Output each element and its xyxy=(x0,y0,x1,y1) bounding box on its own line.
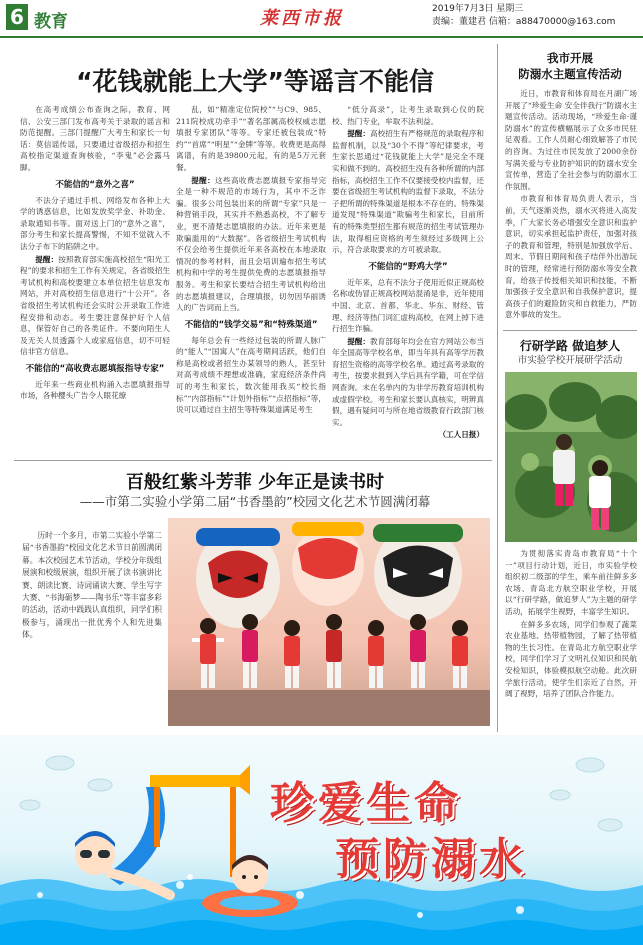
column-divider xyxy=(497,44,498,732)
paragraph: 近年来一些商业机构涌入志愿填报指导市场，各种樱头广告令人眼花缭 xyxy=(20,379,170,401)
drowning-prevention-banner xyxy=(0,735,643,945)
section-divider xyxy=(14,460,492,461)
label: 提醒： xyxy=(347,129,370,139)
paragraph xyxy=(20,254,170,358)
paragraph: 市教育和体育局负责人表示，当前，天气逐渐炎热，溺水灭将进入高发季，广大家长务必增强安全意识和监护意识，切实承担起监护责任，加强对孩子的教育和管理，特别是加强放学后、周末、节假日期间和孩子结伴外出游玩时的管理，经常进行预防溺水等安全教育，给孩子传授相关知识和技能，不断加强孩子安全意识和自我保护意识，提高孩子们的避险防灾和自救能力，严防意外事故的发生。 xyxy=(505,194,637,320)
issue-date: 2019年7月3日 星期三 xyxy=(432,4,524,14)
performance-illustration xyxy=(168,518,490,726)
paragraph: 不法分子通过手机、网络发布各种上大学的诱惑信息，比如发放奖学金、补助金、录取通知书等。面对送上门的“意外之喜”，部分考生和家长提高警惕，不知不觉就入不法分子布下的陷阱之中。 xyxy=(20,195,170,251)
paragraph xyxy=(332,336,484,429)
label: 提醒： xyxy=(191,175,216,185)
paragraph: 每年总会有一些经过包装的所谓人脉广的“能人”“国寓人”在高考期间活跃，他们自称是高校或者招生办某领导的熟人，甚至针对高考成绩不理想或准确，家庭经济条件尚可的考生和家长，数次能用我买“校长指标”“内部指标”“计划外指标”“点招指标”等，说可以通过自主招生等特殊渠道满足考生 xyxy=(176,335,326,415)
article1-headline: “花钱就能上大学”等谣言不能信 xyxy=(76,67,434,96)
paragraph: “低分高录”，让考生录取到心仪的院校、热门专业，牟取不法利益。 xyxy=(332,105,484,126)
paragraph xyxy=(176,175,326,314)
article2-body xyxy=(22,530,162,726)
banner-title-line2: 预防溺水 xyxy=(335,834,527,885)
paper-name: 莱西市报 xyxy=(260,8,344,29)
page-number: 6 xyxy=(6,4,28,30)
article2-headline: 百般红紫斗芳菲 少年正是读书时 xyxy=(125,472,385,493)
paragraph: 乱，如“精准定位院校”“与C9、985、211院校成功牵手”“著名部属高校权威志愿填报专家团队”等等。专家还被包装成“特约”“首席”“明星”“金牌”等等。收费更是高得离谱，有的是39800元起，有的是5万元套餐。 xyxy=(176,105,326,172)
subheading: 不能信的“高收费志愿填报指导专家” xyxy=(25,363,165,374)
right-top-body xyxy=(505,88,637,326)
label: 提醒： xyxy=(347,336,370,346)
paragraph: 近年来，总有不法分子使用近似正规高校名称或伪冒正规高校网站混淆是非，近年使用中国、北京、首都、华北、华东、财经、管理、经济等热门词汇虚构高校，在网上掉下进行招生诈骗。 xyxy=(332,277,484,334)
article1-column-1 xyxy=(20,104,170,454)
right-mid-body xyxy=(505,548,637,730)
paragraph xyxy=(332,128,484,256)
paragraph: 在鲜多多农场，同学们参观了蔬菜农业基地、热带植物园，了解了热带植物的生长习性。在青岛北方航空职业学校，同学们学习了文明礼仪知识和民航安检知识，体验模拟航空动舱。此次研学旅行活动，使学生们亲近了自然，开阔了视野，培养了团队合作能力。 xyxy=(505,619,637,699)
subheading: 不能信的“野鸡大学” xyxy=(368,261,448,272)
right-top-title-line2: 防溺水主题宣传活动 xyxy=(518,67,622,81)
right-top-title-line1: 我市开展 xyxy=(547,51,593,65)
subheading: 不能信的“钱学交易”和“特殊渠道” xyxy=(184,319,318,330)
paragraph: 历时一个多月，市第二实验小学第二届“书香墨韵”校园文化艺术节日前圆满闭幕。本次校园艺术节活动，学校分年级组展演和校级展演，组织开展了读书演讲比赛、朗读比赛、诗词诵读大赛、学生写字大赛、“书海砺梦——陶书乐”等丰富多彩的活动，活动中践践认真组织，同学们积极参与，涌现出一批优秀个人和先进集体。 xyxy=(22,531,162,640)
paragraph-text: 这些高收费志愿填报专家指导完全是一种不规范的市场行为，其中不乏诈骗。很多公司包装出来的所谓“专家”只是一种营销手段，其实并不熟悉高校，不了解专业，更不清楚志愿填报的办法。近年来更是欺骗滥用的“大数据”。各省级招生考试机构不仅会给考生提供近年来各高校在本地录取情况的参考材料，而且会培训遍布招生考试机构和中学的考生提供免费的志愿填报指导服务。考生和家长要结合招生考试机构给出的志愿填报建议，合理填报，切勿因华丽诱人的广告词而上当。 xyxy=(176,175,326,313)
research-trip-illustration xyxy=(505,372,637,542)
article1-column-2 xyxy=(176,104,326,454)
paragraph: 近日，市教育和体育局在月湖广场开展了“珍爱生命 安全伴我行”防溺水主题宣传活动。活动现场，“珍爱生命·谨防溺水”的宣传横幅展示了众多市民驻足观看。工作人员耐心细致解答了市民的咨询。为过往市民发放了2000余份写满关爱与专业防护知识的防溺水安全宣传单，营造了全社会参与的防溺水工作氛围。 xyxy=(505,89,637,191)
masthead-meta xyxy=(432,3,615,29)
performance-photo xyxy=(168,518,490,726)
masthead xyxy=(0,0,643,38)
paragraph-text: 按照教育部实施高校招生“阳光工程”的要求和招生工作有关规定，各省级招生考试机构和高校要建立本单位招生信息发布网站，并对高校招生信息进行“十公开”。各省级招生考试机构还会实时公开录取工作进程安排和动态。考生要注意保护好个人信息，保管好自己的各类证件。不要向陌生人及无关人员透露个人或家庭信息，切不可轻信非官方信息。 xyxy=(20,254,170,357)
right-top-title xyxy=(503,50,637,82)
right-mid-title-line2: 市实验学校开展研学活动 xyxy=(517,355,623,366)
paragraph-text: 高校招生有严格规范的录取程序和监督机制，以及“30个不得”等纪律要求，考生家长思通过“花钱就能上大学”是完全不现实和做不到的。高校招生没有各种所谓的内部指标，高校招生工作不仅要接受校内监督，还要在省级招生考试机构的监督下录取，不法分子把所谓的特殊渠道是根本不存在的。特殊渠道发现“特殊渠道”欺骗考生和家长，目前所有的特殊类型招生都有规范的招生考试管理办法，取得相应资格的考生须经过多级网上公示，符合录取要求的方可被录取。 xyxy=(332,129,484,255)
article1-column-3 xyxy=(332,104,484,454)
subheading: 不能信的“意外之喜” xyxy=(55,179,135,190)
article2-subhead: ——市第二实验小学第二届“书香墨韵”校园文化艺术节圆满闭幕 xyxy=(79,494,431,509)
section-divider xyxy=(503,330,637,331)
banner-title-line1: 珍爱生命 xyxy=(270,778,462,829)
paragraph: 为贯彻落实青岛市教育局“十个一”项目行动计划，近日，市实验学校组织初二级部的学生，乘车前往鲜多多农场、青岛北方航空职业学校，开展以“行研学路，做追梦人”为主题的研学活动，拓展学生视野，丰富学生知识。 xyxy=(505,549,637,616)
right-mid-title xyxy=(503,338,637,368)
paragraph: 在高考成绩公布查询之际，教育、网信、公安三部门发布高考关于录取的谣言和防范提醒。三部门提醒广大考生和家长一句话：莫信谣传谣，只要通过省级招办和招生高校指定渠道查询核验，“李鬼”必会露马脚。 xyxy=(20,105,170,172)
label: 提醒： xyxy=(35,254,59,264)
section-name: 教育 xyxy=(34,12,68,32)
article-source: （工人日报） xyxy=(438,430,484,440)
paragraph-text: 教育部每年均会在官方网站公布当年全国高等学校名单，即当年具有高等学历教育招生资格的高等学校名单。通过高考录取的考生，按要求报到入学后具有学籍，可在学信网查询。未在名单内的为非学历教育培训机构或虚假学校。考生和家长要认真核实，明辨真假，遇有疑问可与所在地省级教育行政部门核实。 xyxy=(332,336,484,427)
research-trip-photo xyxy=(505,372,637,542)
right-mid-title-line1: 行研学路 做追梦人 xyxy=(519,339,621,353)
editor-line: 责编：董建君 信箱：a88470000@163.com xyxy=(432,17,616,27)
